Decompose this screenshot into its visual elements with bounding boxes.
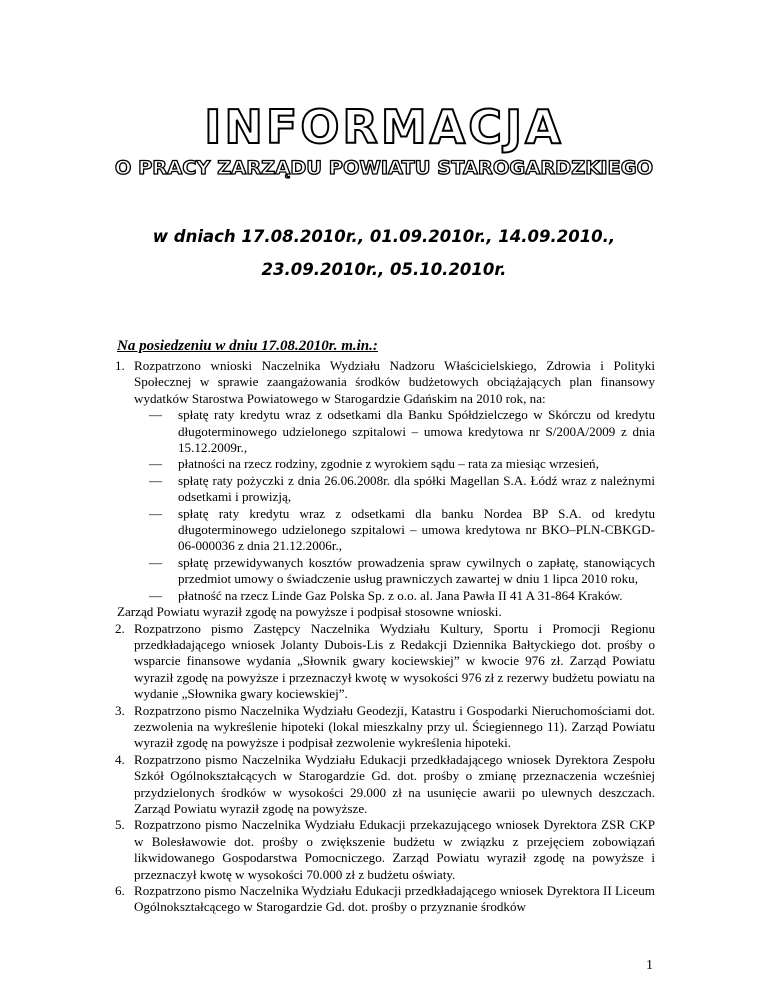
sub-item-text: spłatę raty kredytu wraz z odsetkami dla banku Nordea BP S.A. od kredytu długoterminowego udzielonego szpitalowi – umowa kredytowa nr BKO–PLN-CBKGD-06-000036 z dnia 21.12.2006r., bbox=[178, 505, 655, 554]
item-text: Rozpatrzono pismo Naczelnika Wydziału Geodezji, Katastru i Gospodarki Nieruchomościami dot. zezwolenia na wykreślenie hipoteki (lokal mieszkalny przy ul. Ściegiennego 11). Zarząd Powiatu wyraził zgodę na powyższe i podpisał zezwolenie wykreślenia hipoteki. bbox=[134, 702, 655, 751]
item-number: 5. bbox=[115, 817, 125, 833]
list-item bbox=[117, 817, 655, 883]
list-item bbox=[117, 621, 655, 703]
item-closing: Zarząd Powiatu wyraził zgodę na powyższe i podpisał stosowne wnioski. bbox=[117, 604, 502, 620]
dash-bullet: — bbox=[149, 587, 163, 603]
sub-item bbox=[117, 506, 655, 555]
sub-item bbox=[117, 473, 655, 506]
dash-bullet: — bbox=[149, 456, 163, 472]
sub-item bbox=[117, 456, 655, 472]
sub-item bbox=[117, 588, 655, 604]
dash-bullet: — bbox=[149, 505, 163, 521]
item-number: 3. bbox=[115, 702, 125, 718]
document-title: INFORMACJA bbox=[204, 100, 564, 154]
sub-item-text: spłatę raty kredytu wraz z odsetkami dla Banku Spółdzielczego w Skórczu od kredytu długoterminowego udzielonego szpitalowi – umowa kredytowa nr S/200A/2009 z dnia 15.12.2009r., bbox=[178, 407, 655, 456]
item-number: 4. bbox=[115, 751, 125, 767]
sub-item bbox=[117, 555, 655, 588]
list-item bbox=[117, 883, 655, 916]
item-text: Rozpatrzono pismo Naczelnika Wydziału Edukacji przedkładającego wniosek Dyrektora II Liceum Ogólnokształcącego w Starogardzie Gd. dot. prośby o przyznanie środków bbox=[134, 883, 655, 915]
page-number: 1 bbox=[646, 958, 653, 973]
dates-line-1: w dniach 17.08.2010r., 01.09.2010r., 14.09.2010., bbox=[152, 227, 616, 246]
section-heading: Na posiedzeniu w dniu 17.08.2010r. m.in.: bbox=[117, 338, 378, 354]
list-item bbox=[117, 358, 655, 407]
sub-item bbox=[117, 407, 655, 456]
sub-item-text: płatność na rzecz Linde Gaz Polska Sp. z o.o. al. Jana Pawła II 41 A 31-864 Kraków. bbox=[178, 587, 623, 603]
dash-bullet: — bbox=[149, 554, 163, 570]
sub-item-text: spłatę przewidywanych kosztów prowadzenia spraw cywilnych o zapłatę, stanowiących przedmiot umowy o świadczenie usług prawniczych zawartej w dniu 1 lipca 2010 roku, bbox=[178, 554, 655, 587]
item-number: 6. bbox=[115, 883, 125, 898]
item-text: Rozpatrzono pismo Naczelnika Wydziału Edukacji przedkładającego wniosek Dyrektora Zespołu Szkół Ogólnokształcących w Starogardzie Gd. dot. prośby o zmianę przeznaczenia wcześniej przydzielonych środków w wysokości 29.000 zł na usunięcie awarii po ulewnych deszczach. Zarząd Powiatu wyraził zgodę na powyższe. bbox=[134, 751, 655, 816]
list-item bbox=[117, 752, 655, 818]
document-subtitle: O PRACY ZARZĄDU POWIATU STAROGARDZKIEGO bbox=[114, 157, 654, 179]
item-text: Rozpatrzono pismo Naczelnika Wydziału Edukacji przekazującego wniosek Dyrektora ZSR CKP w Bolesławowie dot. prośby o zwiększenie budżetu w związku z przejęciem zobowiązań likwidowanego Gospodarstwa Pomocniczego. Zarząd Powiatu wyraził zgodę na powyższe i przeznaczył kwotę w wysokości 70.000 zł z budżetu oświaty. bbox=[134, 817, 655, 882]
item-text: Rozpatrzono pismo Zastępcy Naczelnika Wydziału Kultury, Sportu i Promocji Regionu przedkładającego wniosek Jolanty Dubois-Lis z Redakcji Dziennika Bałtyckiego dot. prośby o wsparcie finansowe wydania „Słownik gwary kociewskiej” w kwocie 976 zł. Zarząd Powiatu wyraził zgodę na powyższe i przeznaczył kwotę w wysokości 976 zł z rezerwy budżetu powiatu na wydanie „Słownika gwary kociewskiej”. bbox=[134, 620, 655, 702]
dates-line-2: 23.09.2010r., 05.10.2010r. bbox=[261, 260, 507, 279]
item-text: Rozpatrzono wnioski Naczelnika Wydziału Nadzoru Właścicielskiego, Zdrowia i Polityki Społecznej w sprawie zaangażowania środków budżetowych obciążających plan finansowy wydatków Starostwa Powiatowego w Starogardzie Gdańskim na 2010 rok, na: bbox=[134, 358, 655, 406]
sub-item-text: spłatę raty pożyczki z dnia 26.06.2008r. dla spółki Magellan S.A. Łódź wraz z należnymi odsetkami i prowizją, bbox=[178, 472, 655, 505]
item-number: 2. bbox=[115, 620, 125, 636]
item-number: 1. bbox=[115, 358, 125, 373]
sub-item-text: płatności na rzecz rodziny, zgodnie z wyrokiem sądu – rata za miesiąc wrzesień, bbox=[178, 456, 599, 472]
dash-bullet: — bbox=[149, 472, 163, 488]
agenda-list bbox=[117, 358, 655, 916]
list-item bbox=[117, 703, 655, 752]
dash-bullet: — bbox=[149, 407, 163, 423]
